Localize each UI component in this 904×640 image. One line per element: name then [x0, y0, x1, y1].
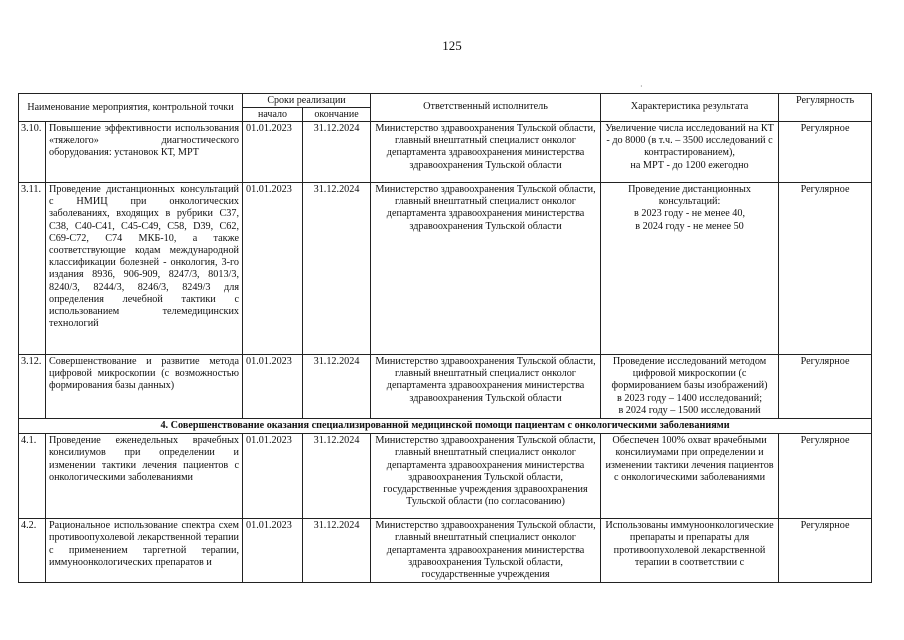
row-name: Рациональное использование спектра схем противоопухолевой лекарственной терапии с применением таргетной терапии, иммуноонкологических препаратов и [46, 519, 243, 583]
header-responsible: Ответственный исполнитель [371, 94, 601, 122]
row-regularity: Регулярное [779, 122, 872, 183]
table-row [19, 183, 872, 355]
header-terms: Сроки реализации [243, 94, 371, 108]
row-start: 01.01.2023 [243, 122, 303, 183]
header-result: Характеристика результата [601, 94, 779, 122]
row-end: 31.12.2024 [303, 183, 371, 355]
table-row [19, 519, 872, 583]
row-number: 4.1. [19, 434, 46, 519]
row-result: Использованы иммуноонкологические препараты и препараты для противоопухолевой лекарственной терапии в соответствии с [601, 519, 779, 583]
row-number: 3.11. [19, 183, 46, 355]
header-end: окончание [303, 108, 371, 122]
row-regularity: Регулярное [779, 434, 872, 519]
row-number: 3.12. [19, 355, 46, 419]
section-title: 4. Совершенствование оказания специализированной медицинской помощи пациентам с онкологическими заболеваниями [19, 419, 872, 434]
row-regularity: Регулярное [779, 519, 872, 583]
scan-mark: · [640, 82, 643, 91]
row-result: Проведение исследований методом цифровой микроскопии (с формированием базы изображений) в 2023 году – 1400 исследований; в 2024 году – 1500 исследований [601, 355, 779, 419]
row-start: 01.01.2023 [243, 434, 303, 519]
row-responsible: Министерство здравоохранения Тульской области, главный внештатный специалист онколог департамента здравоохранения министерства здравоохранения Тульской области [371, 122, 601, 183]
row-number: 3.10. [19, 122, 46, 183]
row-responsible: Министерство здравоохранения Тульской области, главный внештатный специалист онколог департамента здравоохранения министерства здравоохранения Тульской области [371, 183, 601, 355]
header-regularity: Регулярность [779, 94, 872, 122]
row-start: 01.01.2023 [243, 355, 303, 419]
table-row [19, 434, 872, 519]
row-end: 31.12.2024 [303, 122, 371, 183]
table-row [19, 355, 872, 419]
events-table [18, 93, 872, 583]
row-regularity: Регулярное [779, 355, 872, 419]
row-responsible: Министерство здравоохранения Тульской области, главный внештатный специалист онколог департамента здравоохранения министерства здравоохранения Тульской области, государственные учреждения здравоохранения Тульской области (по согласованию) [371, 434, 601, 519]
row-name: Повышение эффективности использования «тяжелого» диагностического оборудования: установок КТ, МРТ [46, 122, 243, 183]
header-start: начало [243, 108, 303, 122]
row-name: Проведение дистанционных консультаций с НМИЦ при онкологических заболеваниях, входящих в рубрики С37, С38, С40-С41, С45-С49, С58, D39, С62, С69-С72, С74 МКБ-10, а также соответствующие кодам международной классификации болезней - онкология, 3-го издания 8936, 906-909, 8247/3, 8013/3, 8240/3, 8244/3, 8246/3, 8249/3 для определения лечебной тактики с использованием телемедицинских технологий [46, 183, 243, 355]
row-regularity: Регулярное [779, 183, 872, 355]
row-responsible: Министерство здравоохранения Тульской области, главный внештатный специалист онколог департамента здравоохранения министерства здравоохранения Тульской области [371, 355, 601, 419]
page-number: 125 [442, 38, 462, 53]
row-end: 31.12.2024 [303, 519, 371, 583]
row-result: Проведение дистанционных консультаций: в 2023 году - не менее 40, в 2024 году - не менее 50 [601, 183, 779, 355]
row-start: 01.01.2023 [243, 519, 303, 583]
row-name: Проведение еженедельных врачебных консилиумов при определении и изменении тактики лечения пациентов с онкологическими заболеваниями [46, 434, 243, 519]
row-end: 31.12.2024 [303, 434, 371, 519]
row-start: 01.01.2023 [243, 183, 303, 355]
row-number: 4.2. [19, 519, 46, 583]
row-responsible: Министерство здравоохранения Тульской области, главный внештатный специалист онколог департамента здравоохранения министерства здравоохранения Тульской области, государственные учреждения [371, 519, 601, 583]
row-end: 31.12.2024 [303, 355, 371, 419]
section-row [19, 419, 872, 434]
header-name: Наименование мероприятия, контрольной точки [19, 94, 243, 122]
table-row [19, 122, 872, 183]
row-result: Обеспечен 100% охват врачебными консилиумами при определении и изменении тактики лечения пациентов с онкологическими заболеваниями [601, 434, 779, 519]
row-name: Совершенствование и развитие метода цифровой микроскопии (с возможностью формирования базы данных) [46, 355, 243, 419]
row-result: Увеличение числа исследований на КТ - до 8000 (в т.ч. – 3500 исследований с контрастированием), на МРТ - до 1200 ежегодно [601, 122, 779, 183]
